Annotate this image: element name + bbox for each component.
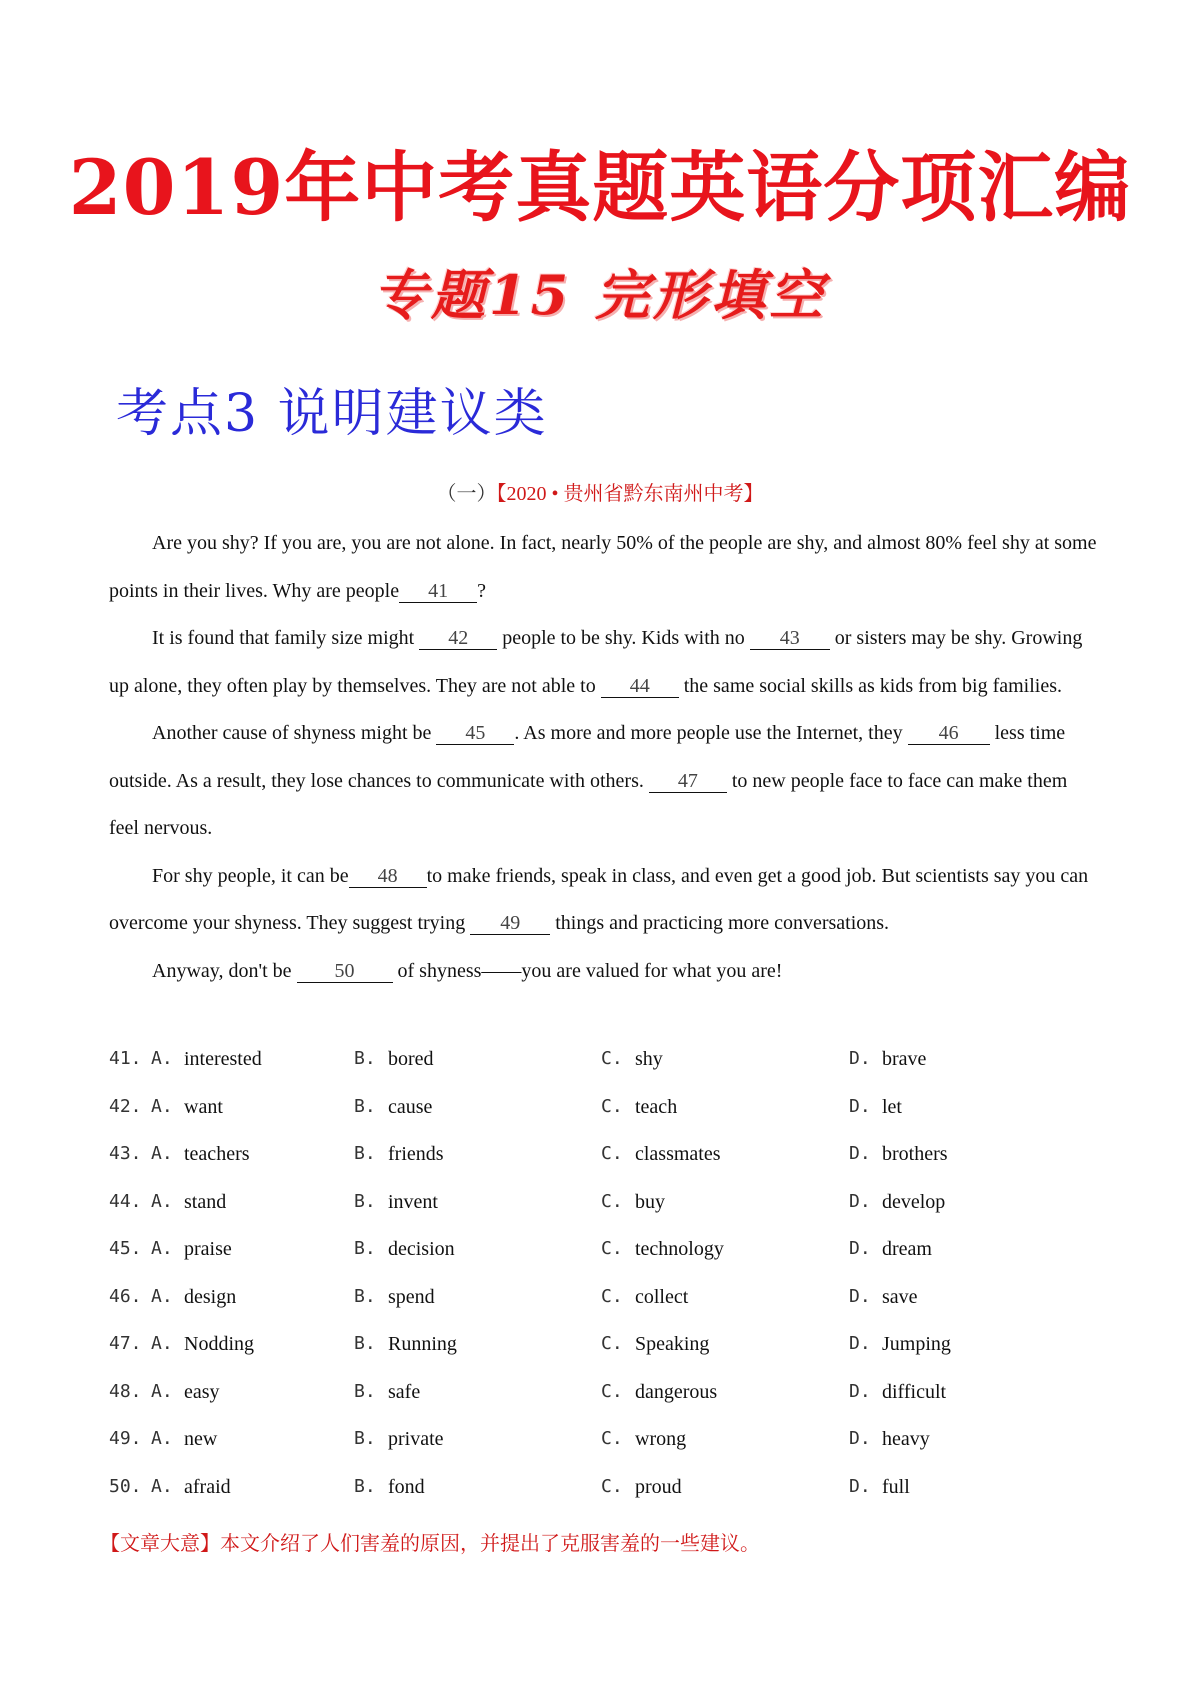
passage-text: Are you shy? If you are, you are not alone. In fact, nearly 50% of the people are shy, and almost 80% feel shy at some points in their lives. Why are people	[109, 532, 1097, 602]
option-text: private	[388, 1428, 444, 1450]
option-letter: C.	[601, 1285, 623, 1307]
blank-50: 50	[297, 960, 393, 983]
question-row	[109, 1325, 1109, 1373]
option-text: proud	[635, 1475, 682, 1498]
option-letter: C.	[601, 1095, 623, 1117]
option-text: dream	[882, 1238, 932, 1260]
option-letter: D.	[849, 1190, 871, 1212]
passage-text: . As more and more people use the Internet, they	[514, 722, 908, 744]
option-text: new	[184, 1428, 218, 1450]
option-text: design	[184, 1285, 237, 1308]
passage-text: or sisters may be shy. Growing up alone, they often play by themselves. They are not able to	[109, 627, 1083, 697]
passage-paragraph	[109, 615, 1099, 710]
question-row	[109, 1468, 1109, 1516]
option-text: classmates	[635, 1143, 721, 1165]
option-text: friends	[388, 1143, 444, 1165]
option-text: interested	[184, 1048, 262, 1070]
section-title: 考点3 说明建议类	[116, 384, 548, 444]
option-letter: B.	[354, 1048, 376, 1069]
option-letter: B.	[354, 1190, 376, 1212]
option-letter: C.	[601, 1475, 623, 1497]
option-text: bored	[388, 1048, 434, 1070]
question-number: 43.	[109, 1143, 142, 1164]
passage-text: to new people face to face can make them feel nervous.	[109, 769, 1068, 839]
blank-48: 48	[349, 865, 427, 888]
option-text: shy	[635, 1048, 663, 1070]
blank-49: 49	[470, 912, 550, 935]
option-letter: C.	[601, 1380, 623, 1402]
option-letter: A.	[151, 1428, 173, 1449]
blank-46: 46	[908, 722, 990, 745]
passage-text: people to be shy. Kids with no	[497, 627, 750, 649]
passage-paragraph	[109, 853, 1099, 948]
question-number: 48.	[109, 1380, 142, 1402]
question-number: 42.	[109, 1095, 142, 1117]
option-text: buy	[635, 1190, 665, 1213]
option-letter: D.	[849, 1143, 871, 1164]
option-letter: A.	[151, 1143, 173, 1164]
question-number: 46.	[109, 1285, 142, 1307]
option-text: invent	[388, 1190, 438, 1213]
option-letter: C.	[601, 1143, 623, 1164]
sub-title: 专题15 完形填空	[373, 263, 827, 327]
option-letter: A.	[151, 1380, 173, 1402]
option-letter: B.	[354, 1285, 376, 1307]
passage-text: the same social skills as kids from big families.	[678, 674, 1062, 697]
question-row	[109, 1230, 1109, 1278]
option-letter: C.	[601, 1333, 623, 1354]
passage-number: （一）	[436, 483, 497, 505]
option-letter: B.	[354, 1380, 376, 1402]
question-number: 41.	[109, 1048, 142, 1069]
option-letter: A.	[151, 1285, 173, 1307]
option-letter: D.	[849, 1380, 871, 1402]
question-row	[109, 1135, 1109, 1183]
option-text: Speaking	[635, 1333, 710, 1355]
question-number: 44.	[109, 1190, 142, 1212]
article-summary: 【文章大意】本文介绍了人们害羞的原因，并提出了克服害羞的一些建议。	[100, 1531, 760, 1555]
option-text: save	[882, 1285, 918, 1308]
option-letter: D.	[849, 1238, 871, 1259]
question-row	[109, 1278, 1109, 1326]
option-letter: D.	[849, 1285, 871, 1307]
question-row	[109, 1373, 1109, 1421]
option-letter: B.	[354, 1143, 376, 1164]
option-text: brave	[882, 1048, 927, 1070]
option-letter: A.	[151, 1190, 173, 1212]
passage-paragraph	[109, 710, 1099, 853]
source-label: 【2020 • 贵州省黔东南州中考】	[496, 483, 764, 505]
blank-43: 43	[750, 627, 830, 650]
option-letter: D.	[849, 1095, 871, 1117]
passage-text: Anyway, don't be	[152, 959, 297, 982]
blank-42: 42	[419, 627, 497, 650]
option-text: fond	[388, 1475, 425, 1498]
option-letter: C.	[601, 1190, 623, 1212]
passage-text: It is found that family size might	[152, 627, 420, 649]
passage-text: For shy people, it can be	[152, 864, 349, 887]
option-text: difficult	[882, 1380, 947, 1403]
option-letter: B.	[354, 1428, 376, 1449]
passage-text: Another cause of shyness might be	[152, 722, 437, 744]
option-text: teachers	[184, 1143, 250, 1165]
question-number: 45.	[109, 1238, 142, 1259]
passage-paragraph	[109, 948, 1099, 996]
question-number: 50.	[109, 1475, 142, 1497]
option-letter: A.	[151, 1048, 173, 1069]
option-letter: B.	[354, 1333, 376, 1354]
passage-text: ?	[477, 579, 487, 602]
option-text: Running	[388, 1333, 457, 1355]
option-text: want	[184, 1095, 223, 1118]
option-text: safe	[388, 1380, 421, 1403]
option-text: teach	[635, 1095, 678, 1118]
option-text: easy	[184, 1380, 220, 1403]
option-letter: D.	[849, 1048, 871, 1069]
passage-source	[0, 484, 1200, 504]
option-text: Nodding	[184, 1333, 254, 1355]
option-letter: D.	[849, 1333, 871, 1354]
blank-41: 41	[399, 580, 477, 603]
option-text: collect	[635, 1285, 689, 1308]
option-text: full	[882, 1475, 910, 1498]
option-text: cause	[388, 1095, 433, 1118]
option-text: dangerous	[635, 1380, 718, 1403]
option-text: stand	[184, 1190, 227, 1213]
option-text: Jumping	[882, 1333, 951, 1355]
option-text: wrong	[635, 1428, 687, 1450]
option-text: let	[882, 1095, 902, 1118]
blank-47: 47	[649, 770, 727, 793]
option-letter: A.	[151, 1238, 173, 1259]
answer-options	[109, 1040, 1109, 1515]
question-row	[109, 1088, 1109, 1136]
main-title: 2019年中考真题英语分项汇编	[68, 143, 1132, 232]
option-letter: C.	[601, 1048, 623, 1069]
option-letter: A.	[151, 1475, 173, 1497]
passage-text: less time outside. As a result, they lose chances to communicate with others.	[109, 722, 1066, 792]
option-text: heavy	[882, 1428, 930, 1450]
option-text: develop	[882, 1190, 946, 1213]
question-number: 47.	[109, 1333, 142, 1354]
option-text: spend	[388, 1285, 435, 1308]
option-letter: A.	[151, 1095, 173, 1117]
cloze-passage	[109, 520, 1099, 995]
question-row	[109, 1183, 1109, 1231]
option-letter: D.	[849, 1428, 871, 1449]
option-text: decision	[388, 1238, 455, 1260]
option-letter: B.	[354, 1238, 376, 1259]
question-row	[109, 1040, 1109, 1088]
option-letter: A.	[151, 1333, 173, 1354]
passage-text: things and practicing more conversations.	[550, 912, 890, 934]
question-row	[109, 1420, 1109, 1468]
option-letter: D.	[849, 1475, 871, 1497]
passage-paragraph	[109, 520, 1099, 615]
blank-44: 44	[601, 675, 679, 698]
passage-text: of shyness——you are valued for what you are!	[392, 959, 783, 982]
option-text: technology	[635, 1238, 724, 1260]
option-letter: C.	[601, 1238, 623, 1259]
option-letter: B.	[354, 1475, 376, 1497]
option-letter: C.	[601, 1428, 623, 1449]
passage-text: to make friends, speak in class, and even get a good job. But scientists say you can overcome your shyness. They suggest trying	[109, 864, 1089, 934]
option-text: afraid	[184, 1475, 231, 1498]
option-text: praise	[184, 1238, 232, 1260]
option-letter: B.	[354, 1095, 376, 1117]
blank-45: 45	[436, 722, 514, 745]
question-number: 49.	[109, 1428, 142, 1449]
option-text: brothers	[882, 1143, 948, 1165]
